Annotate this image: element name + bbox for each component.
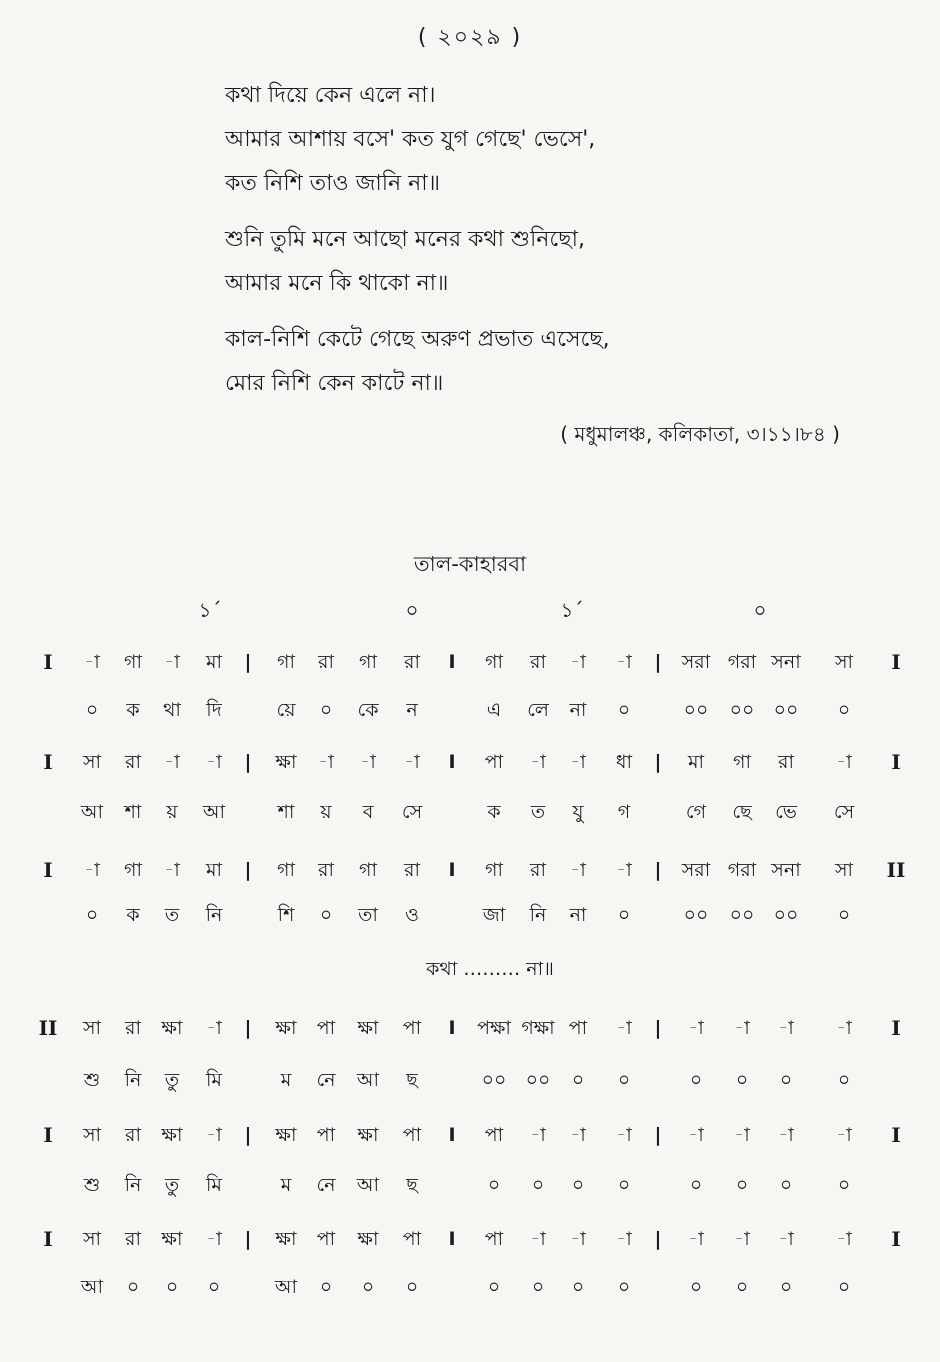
syllable-cell: গে [685, 801, 707, 823]
section-marker: I [43, 650, 53, 674]
lyric-line: মোর নিশি কেন কাটে না॥ [225, 371, 444, 396]
note-cell: গা [277, 651, 295, 673]
stanza [225, 74, 610, 206]
note-cell: -া [360, 751, 376, 773]
note-cell: পা [484, 1124, 504, 1146]
bar-line: I [448, 751, 456, 773]
note-cell: গা [359, 651, 377, 673]
syllable-cell: ছ [406, 1069, 418, 1091]
note-cell: পক্ষা [477, 1017, 511, 1039]
note-cell: ক্ষা [161, 1228, 183, 1250]
lyric-line: শুনি তুমি মনে আছো মনের কথা শুনিছো, [225, 227, 585, 252]
beat-marker: ১´ [198, 598, 222, 622]
refrain-line: কথা ……… না॥ [426, 958, 554, 980]
syllable-cell: ও [405, 904, 419, 926]
syllable-cell: ০ [779, 1276, 793, 1298]
notation-row [0, 855, 940, 885]
syllable-cell: আ [202, 801, 226, 823]
syllable-cell: ০০ [683, 904, 709, 926]
syllable-cell: ০ [689, 1276, 703, 1298]
section-marker: I [43, 750, 53, 774]
note-cell: পা [484, 1228, 504, 1250]
syllable-cell: গ [617, 801, 631, 823]
syllable-cell: লে [527, 699, 549, 721]
syllable-cell: ০ [735, 1174, 749, 1196]
note-cell: -া [734, 1228, 750, 1250]
note-cell: সা [834, 651, 854, 673]
syllable-cell: ম [280, 1174, 292, 1196]
note-cell: সনা [771, 859, 801, 881]
notation-row [0, 1013, 940, 1043]
syllable-cell: ০ [361, 1276, 375, 1298]
note-cell: পা [402, 1228, 422, 1250]
bar-line: | [244, 751, 252, 773]
syllable-cell: ০ [779, 1174, 793, 1196]
syllable-cell: শা [124, 801, 142, 823]
note-cell: রা [125, 1228, 141, 1250]
syllable-cell: শু [83, 1174, 101, 1196]
note-cell: -া [164, 859, 180, 881]
syllable-cell: ০ [689, 1174, 703, 1196]
bar-line: | [654, 751, 662, 773]
note-cell: -া [84, 859, 100, 881]
stanza [225, 218, 610, 306]
bar-line: | [244, 1017, 252, 1039]
syllable-cell: এ [486, 699, 502, 721]
note-cell: সা [82, 1228, 102, 1250]
syllable-cell: তু [164, 1174, 180, 1196]
syllable-cell: ত [530, 801, 546, 823]
notation-row [0, 747, 940, 777]
syllable-cell: ০ [617, 699, 631, 721]
note-cell: -া [206, 1228, 222, 1250]
syllable-cell: শি [277, 904, 295, 926]
note-cell: সা [82, 1017, 102, 1039]
note-cell: ক্ষা [275, 1228, 297, 1250]
syllable-cell: কে [357, 699, 379, 721]
lyric-line: আমার মনে কি থাকো না॥ [225, 271, 449, 296]
syllable-cell: আ [356, 1174, 380, 1196]
syllable-cell: ০ [735, 1276, 749, 1298]
syllable-cell: তা [358, 904, 378, 926]
syllable-cell: ০ [617, 1276, 631, 1298]
syllable-cell: ছ [406, 1174, 418, 1196]
syllable-row [0, 797, 940, 827]
lyric-line: আমার আশায় বসে' কত যুগ গেছে' ভেসে', [225, 127, 596, 152]
bar-line: | [244, 1228, 252, 1250]
note-cell: পা [316, 1017, 336, 1039]
note-cell: -া [616, 1017, 632, 1039]
syllable-row [0, 1170, 940, 1200]
note-cell: রা [404, 651, 420, 673]
syllable-cell: ০০ [729, 904, 755, 926]
note-cell: রা [125, 1124, 141, 1146]
note-cell: মা [687, 751, 705, 773]
beat-marker: ০ [405, 598, 419, 622]
note-cell: -া [734, 1124, 750, 1146]
syllable-cell: সে [833, 801, 855, 823]
note-cell: -া [530, 1228, 546, 1250]
note-cell: রা [778, 751, 794, 773]
syllable-cell: ০ [126, 1276, 140, 1298]
syllable-cell: মি [206, 1174, 222, 1196]
syllable-cell: ০ [531, 1276, 545, 1298]
syllable-cell: আ [80, 1276, 104, 1298]
song-lyrics [225, 74, 610, 406]
note-cell: ক্ষা [275, 1124, 297, 1146]
syllable-cell: ০ [405, 1276, 419, 1298]
section-marker: I [891, 650, 901, 674]
syllable-cell: তু [164, 1069, 180, 1091]
syllable-cell: ০ [735, 1069, 749, 1091]
note-cell: -া [836, 1228, 852, 1250]
syllable-cell: নে [316, 1069, 336, 1091]
note-cell: -া [570, 651, 586, 673]
syllable-cell: ০ [837, 904, 851, 926]
bar-line: I [448, 859, 456, 881]
note-cell: রা [318, 651, 334, 673]
note-cell: পা [568, 1017, 588, 1039]
syllable-cell: ০০ [773, 904, 799, 926]
note-cell: রা [318, 859, 334, 881]
syllable-cell: য় [320, 801, 332, 823]
note-cell: সা [82, 1124, 102, 1146]
syllable-cell: ০ [319, 1276, 333, 1298]
bar-line: | [244, 859, 252, 881]
syllable-cell: আ [356, 1069, 380, 1091]
note-cell: ধা [615, 751, 633, 773]
note-cell: -া [164, 651, 180, 673]
notation-row [0, 647, 940, 677]
syllable-cell: ন [406, 699, 418, 721]
syllable-cell: ০ [571, 1174, 585, 1196]
note-cell: গা [124, 859, 142, 881]
syllable-cell: ০০ [525, 1069, 551, 1091]
note-cell: -া [206, 1124, 222, 1146]
note-cell: -া [318, 751, 334, 773]
syllable-cell: না [569, 699, 587, 721]
note-cell: ক্ষা [357, 1124, 379, 1146]
source-citation: ( মধুমালঞ্চ, কলিকাতা, ৩।১১।৮৪ ) [560, 422, 840, 446]
syllable-cell: ০ [207, 1276, 221, 1298]
bar-line: I [448, 1228, 456, 1250]
bar-line: | [654, 1228, 662, 1250]
note-cell: পা [316, 1228, 336, 1250]
syllable-cell: ০ [617, 1069, 631, 1091]
note-cell: -া [570, 1124, 586, 1146]
section-marker: II [886, 858, 906, 882]
syllable-cell: ০ [85, 699, 99, 721]
syllable-cell: ০০ [683, 699, 709, 721]
note-cell: -া [206, 1017, 222, 1039]
syllable-cell: ০ [487, 1276, 501, 1298]
syllable-cell: ০ [531, 1174, 545, 1196]
note-cell: -া [206, 751, 222, 773]
syllable-cell: ০ [319, 904, 333, 926]
note-cell: -া [778, 1124, 794, 1146]
note-cell: -া [530, 1124, 546, 1146]
note-cell: ক্ষা [357, 1017, 379, 1039]
note-cell: -া [84, 651, 100, 673]
syllable-cell: ০ [837, 1174, 851, 1196]
note-cell: গরা [727, 651, 757, 673]
note-cell: -া [778, 1017, 794, 1039]
syllable-cell: ০০ [729, 699, 755, 721]
syllable-cell: নি [124, 1069, 142, 1091]
syllable-cell: জা [482, 904, 506, 926]
section-marker: I [891, 750, 901, 774]
note-cell: -া [616, 859, 632, 881]
notation-row [0, 1120, 940, 1150]
section-marker: I [891, 1227, 901, 1251]
note-cell: গরা [727, 859, 757, 881]
syllable-row [0, 1065, 940, 1095]
beat-marker: ১´ [560, 598, 584, 622]
note-cell: গা [733, 751, 751, 773]
lyric-line: কথা দিয়ে কেন এলে না। [225, 83, 436, 108]
section-marker: I [891, 1016, 901, 1040]
note-cell: গা [359, 859, 377, 881]
page-number: ( ২০২৯ ) [417, 25, 523, 50]
syllable-row [0, 900, 940, 930]
syllable-cell: য় [166, 801, 178, 823]
syllable-cell: ০ [571, 1069, 585, 1091]
bar-line: | [654, 1124, 662, 1146]
note-cell: পা [484, 751, 504, 773]
syllable-cell: ম [280, 1069, 292, 1091]
syllable-cell: ক [126, 904, 140, 926]
syllable-cell: আ [274, 1276, 298, 1298]
bar-line: I [448, 651, 456, 673]
syllable-cell: নি [124, 1174, 142, 1196]
syllable-cell: নে [316, 1174, 336, 1196]
note-cell: পা [402, 1124, 422, 1146]
note-cell: গা [485, 859, 503, 881]
syllable-cell: ০ [85, 904, 99, 926]
syllable-cell: ০ [837, 699, 851, 721]
note-cell: -া [688, 1017, 704, 1039]
syllable-cell: আ [80, 801, 104, 823]
note-cell: সা [834, 859, 854, 881]
syllable-cell: ০ [617, 904, 631, 926]
note-cell: রা [125, 1017, 141, 1039]
syllable-cell: ক [487, 801, 501, 823]
bar-line: I [448, 1124, 456, 1146]
note-cell: সরা [681, 859, 711, 881]
note-cell: মা [205, 651, 223, 673]
note-cell: পা [402, 1017, 422, 1039]
syllable-cell: যু [572, 801, 584, 823]
note-cell: ক্ষা [275, 751, 297, 773]
notation-row [0, 1224, 940, 1254]
note-cell: -া [164, 751, 180, 773]
bar-line: | [244, 651, 252, 673]
syllable-cell: ০ [837, 1069, 851, 1091]
section-marker: II [38, 1016, 58, 1040]
lyric-line: কত নিশি তাও জানি না॥ [225, 171, 441, 196]
note-cell: -া [616, 1124, 632, 1146]
syllable-cell: ছে [732, 801, 752, 823]
note-cell: রা [125, 751, 141, 773]
syllable-row [0, 1272, 940, 1302]
note-cell: -া [836, 751, 852, 773]
lyric-line: কাল-নিশি কেটে গেছে অরুণ প্রভাত এসেছে, [225, 327, 610, 352]
note-cell: গা [277, 859, 295, 881]
note-cell: সরা [681, 651, 711, 673]
syllable-cell: শু [83, 1069, 101, 1091]
syllable-cell: ০ [165, 1276, 179, 1298]
note-cell: ক্ষা [161, 1017, 183, 1039]
note-cell: -া [688, 1124, 704, 1146]
note-cell: ক্ষা [357, 1228, 379, 1250]
syllable-cell: য়ে [276, 699, 296, 721]
note-cell: রা [530, 651, 546, 673]
syllable-cell: ০০ [773, 699, 799, 721]
syllable-cell: ০ [571, 1276, 585, 1298]
note-cell: -া [570, 859, 586, 881]
syllable-cell: ভে [775, 801, 797, 823]
syllable-cell: ০ [319, 699, 333, 721]
bar-line: | [654, 859, 662, 881]
section-marker: I [891, 1123, 901, 1147]
syllable-cell: ০ [487, 1174, 501, 1196]
note-cell: গা [485, 651, 503, 673]
syllable-cell: ০ [837, 1276, 851, 1298]
syllable-cell: নি [529, 904, 547, 926]
note-cell: -া [616, 651, 632, 673]
syllable-cell: ব [362, 801, 374, 823]
note-cell: -া [404, 751, 420, 773]
note-cell: -া [530, 751, 546, 773]
section-marker: I [43, 1123, 53, 1147]
syllable-cell: থা [163, 699, 181, 721]
syllable-cell: ০ [779, 1069, 793, 1091]
note-cell: রা [530, 859, 546, 881]
note-cell: -া [734, 1017, 750, 1039]
note-cell: রা [404, 859, 420, 881]
taal-title: তাল-কাহারবা [413, 552, 527, 576]
note-cell: -া [616, 1228, 632, 1250]
note-cell: -া [836, 1124, 852, 1146]
note-cell: গক্ষা [521, 1017, 555, 1039]
note-cell: ক্ষা [275, 1017, 297, 1039]
note-cell: ক্ষা [161, 1124, 183, 1146]
note-cell: -া [836, 1017, 852, 1039]
note-cell: সনা [771, 651, 801, 673]
note-cell: -া [570, 751, 586, 773]
stanza [225, 318, 610, 406]
syllable-cell: না [569, 904, 587, 926]
syllable-cell: দি [206, 699, 222, 721]
syllable-cell: সে [401, 801, 423, 823]
note-cell: -া [570, 1228, 586, 1250]
syllable-cell: মি [206, 1069, 222, 1091]
syllable-cell: নি [205, 904, 223, 926]
beat-marker: ০ [753, 598, 767, 622]
bar-line: | [654, 1017, 662, 1039]
note-cell: -া [688, 1228, 704, 1250]
syllable-row [0, 695, 940, 725]
section-marker: I [43, 858, 53, 882]
bar-line: | [654, 651, 662, 673]
syllable-cell: ত [164, 904, 180, 926]
section-marker: I [43, 1227, 53, 1251]
bar-line: | [244, 1124, 252, 1146]
syllable-cell: শা [277, 801, 295, 823]
note-cell: -া [778, 1228, 794, 1250]
syllable-cell: ০ [689, 1069, 703, 1091]
syllable-cell: ০০ [481, 1069, 507, 1091]
note-cell: পা [316, 1124, 336, 1146]
syllable-cell: ক [126, 699, 140, 721]
syllable-cell: ০ [617, 1174, 631, 1196]
bar-line: I [448, 1017, 456, 1039]
note-cell: গা [124, 651, 142, 673]
note-cell: মা [205, 859, 223, 881]
note-cell: সা [82, 751, 102, 773]
